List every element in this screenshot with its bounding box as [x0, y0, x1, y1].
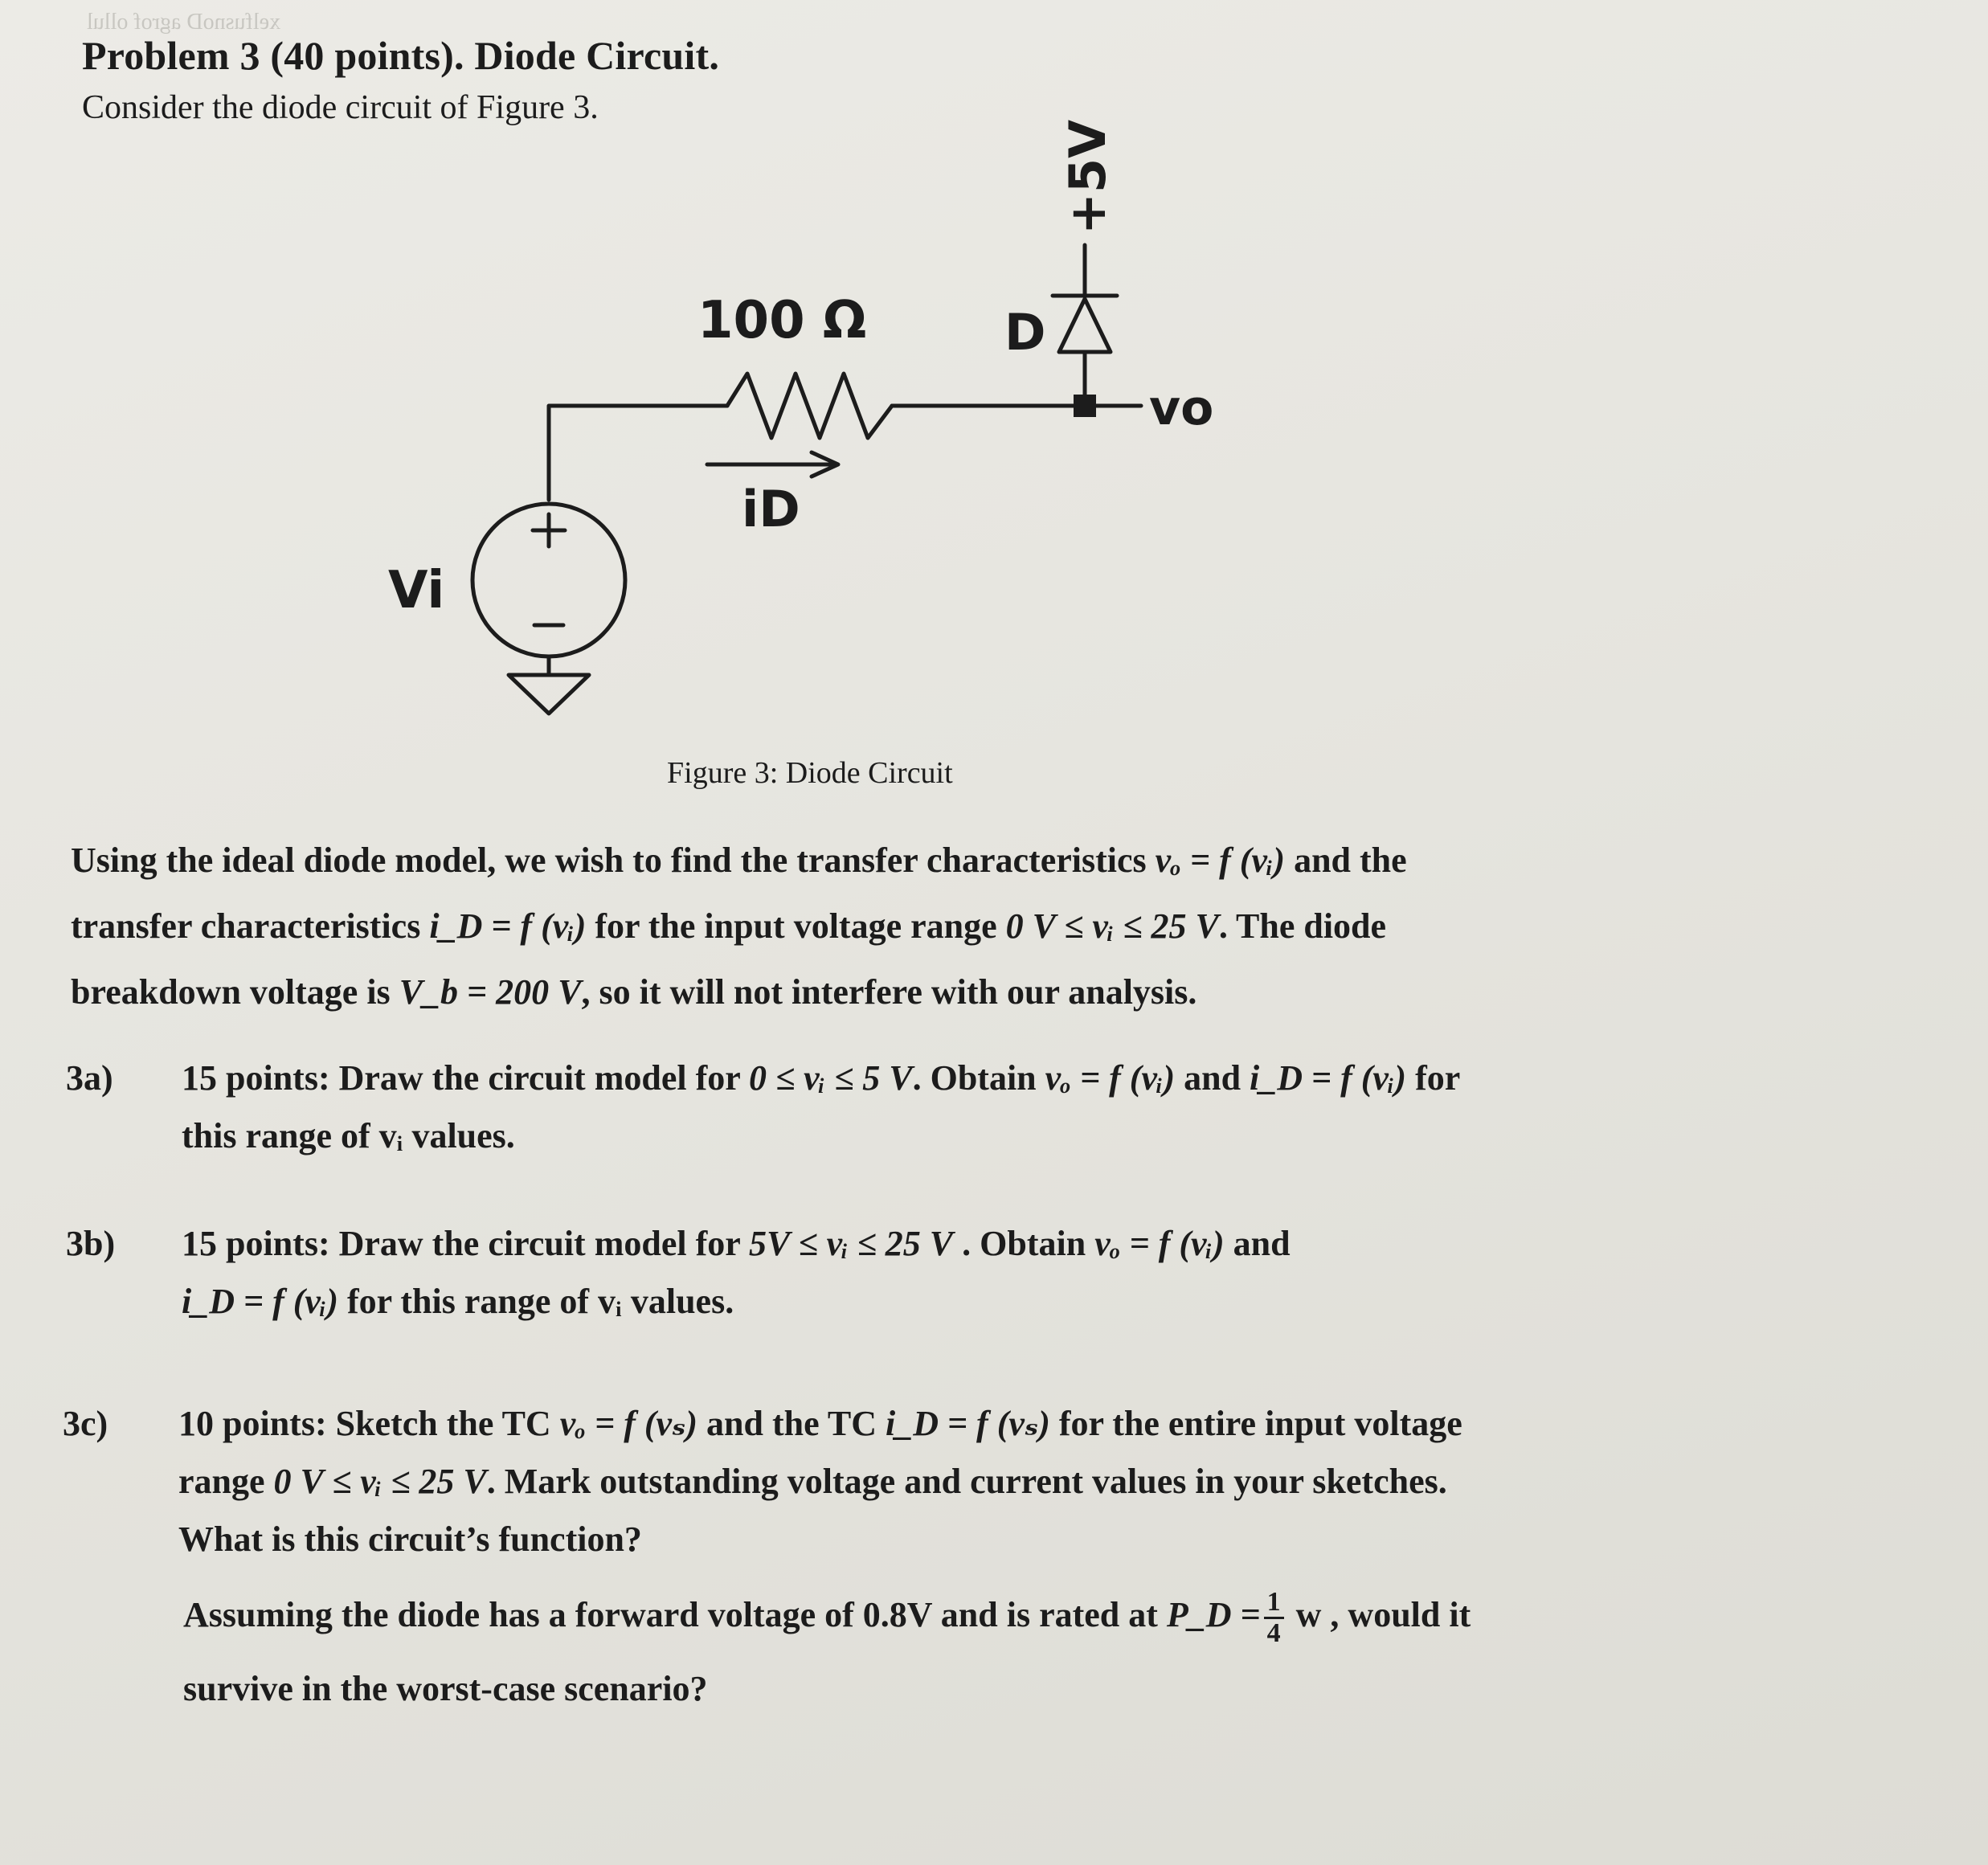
source-plus: [533, 514, 565, 546]
ground-symbol: [509, 675, 589, 714]
eq-pd: P_D =: [1166, 1595, 1261, 1634]
output-node: [1074, 395, 1096, 417]
current-label: iD: [742, 480, 800, 538]
fraction-quarter: $\frac{1}{4}$: [1264, 1588, 1284, 1648]
diode-label: D: [1004, 303, 1046, 362]
question-body: 10 points: Sketch the TC vₒ = f (vₛ) and the TC i_D = f (vₛ) for the entire input voltage range 0 V ≤ vᵢ ≤ 25 V. Mark outstanding voltage and current values in your sketches. What is this circuit’s function?: [178, 1404, 1462, 1559]
question-number: 3a): [66, 1058, 113, 1098]
eq-id: i_D = f (vᵢ): [429, 906, 587, 946]
eq-range: 0 V ≤ vᵢ ≤ 25 V: [1005, 906, 1219, 946]
question-body: 15 points: Draw the circuit model for 5V ≤ vᵢ ≤ 25 V . Obtain vₒ = f (vᵢ) and i_D = f (vᵢ) for this range of vᵢ values.: [182, 1224, 1291, 1321]
problem-subtitle: Consider the diode circuit of Figure 3.: [82, 89, 599, 126]
intro-line-2: transfer characteristics i_D = f (vᵢ) for the input voltage range 0 V ≤ vᵢ ≤ 25 V. The diode: [71, 906, 1387, 946]
bleed-through-text: xelfusnoD agrof ollul: [87, 10, 281, 35]
eq-vo: vₒ = f (vᵢ): [1155, 840, 1286, 880]
question-3c-followup: Assuming the diode has a forward voltage of 0.8V and is rated at P_D = $\frac{1}{4}$ w , would it survive in the worst-case scenario?: [183, 1587, 1471, 1708]
resistor-zigzag: [727, 374, 892, 438]
source-label: Vi: [388, 561, 445, 620]
figure-caption: Figure 3: Diode Circuit: [667, 756, 953, 790]
diode-circuit-figure: [0, 0, 1988, 804]
diode-triangle: [1059, 299, 1111, 352]
intro-paragraph: [71, 828, 1581, 1025]
intro-line-3: breakdown voltage is V_b = 200 V, so it will not interfere with our analysis.: [71, 972, 1197, 1012]
question-body: 15 points: Draw the circuit model for 0 ≤ vᵢ ≤ 5 V. Obtain vₒ = f (vᵢ) and i_D = f (vᵢ) for this range of vᵢ values.: [182, 1058, 1461, 1155]
current-arrow: [707, 452, 838, 476]
question-number: 3b): [66, 1224, 116, 1263]
output-label: vo: [1149, 380, 1214, 436]
problem-title: Problem 3 (40 points). Diode Circuit.: [82, 33, 720, 78]
supply-label: +5V: [1058, 119, 1117, 235]
question-number: 3c): [63, 1404, 108, 1443]
resistor-label: 100 Ω: [697, 291, 867, 350]
eq-vb: V_b = 200 V: [399, 972, 582, 1012]
wire-left: [549, 406, 727, 500]
intro-line-1: Using the ideal diode model, we wish to find the transfer characteristics vₒ = f (vᵢ) and the: [71, 840, 1407, 880]
